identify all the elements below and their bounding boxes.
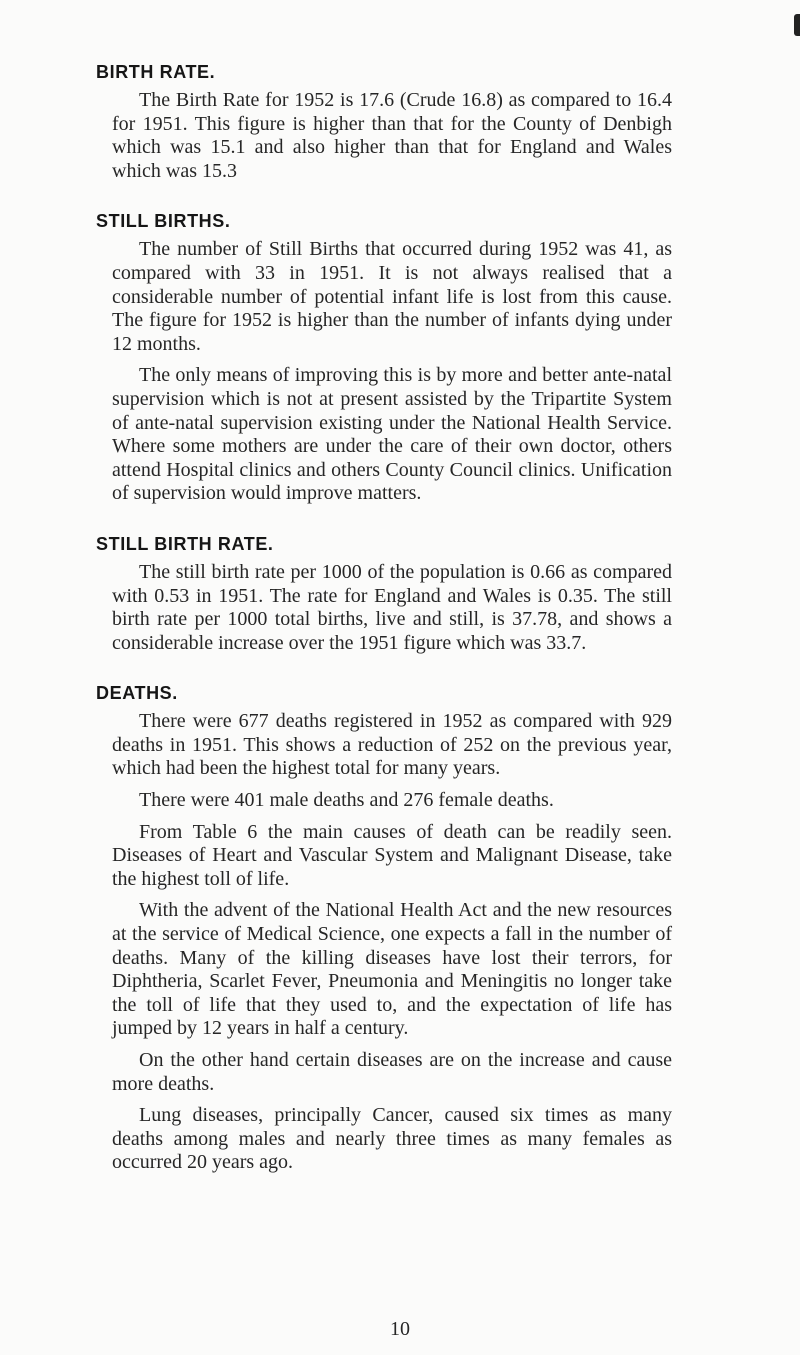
paragraph: From Table 6 the main causes of death can be readily seen. Diseases of Heart and Vascular System and Malignant Disease, take the highest toll of life. [112, 820, 672, 890]
section-heading: BIRTH RATE. [96, 62, 216, 82]
section-birth-rate [96, 62, 672, 183]
paragraph: There were 401 male deaths and 276 female deaths. [139, 789, 554, 812]
paragraph: With the advent of the National Health Act and the new resources at the service of Medical Science, one expects a fall in the number of deaths. Many of the killing diseases have lost their terrors, for Diphtheria, Scarlet Fever, Pneumonia and Meningitis no longer take the toll of life that they used to, and the expectation of life has jumped by 12 years in half a century. [112, 899, 672, 1040]
paragraph: The still birth rate per 1000 of the population is 0.66 as compared with 0.53 in 1951. The rate for England and Wales is 0.35. The still birth rate per 1000 total births, live and still, is 37.78, and shows a considerable increase over the 1951 figure which was 33.7. [112, 560, 672, 654]
scan-edge-mark [794, 14, 800, 36]
section-still-births [96, 211, 672, 506]
paragraph: The Birth Rate for 1952 is 17.6 (Crude 16.8) as compared to 16.4 for 1951. This figure is higher than that for the County of Denbigh which was 15.1 and also higher than that for England and Wales which was 15.3 [112, 89, 672, 182]
section-still-birth-rate [96, 533, 672, 655]
page-number: 10 [390, 1318, 410, 1340]
paragraph: The only means of improving this is by more and better ante-natal supervision which is not at present assisted by the Tripartite System of ante-natal supervision existing under the National Health Service. Where some mothers are under the care of their own doctor, others attend Hospital clinics and others County Council clinics. Unification of supervision would improve matters. [112, 364, 672, 505]
section-deaths [96, 683, 672, 1175]
paragraph: On the other hand certain diseases are on the increase and cause more deaths. [112, 1049, 672, 1095]
section-heading: DEATHS. [96, 683, 178, 704]
paragraph: There were 677 deaths registered in 1952 as compared with 929 deaths in 1951. This shows a reduction of 252 on the previous year, which had been the highest total for many years. [112, 710, 672, 780]
paragraph: The number of Still Births that occurred during 1952 was 41, as compared with 33 in 1951. It is not always realised that a considerable number of potential infant life is lost from this cause. The figure for 1952 is higher than the number of infants dying under 12 months. [112, 238, 672, 355]
section-heading: STILL BIRTH RATE. [96, 533, 274, 554]
section-heading: STILL BIRTHS. [96, 211, 231, 232]
paragraph: Lung diseases, principally Cancer, caused six times as many deaths among males and nearly three times as many females as occurred 20 years ago. [112, 1104, 672, 1174]
document-body [96, 62, 672, 1175]
